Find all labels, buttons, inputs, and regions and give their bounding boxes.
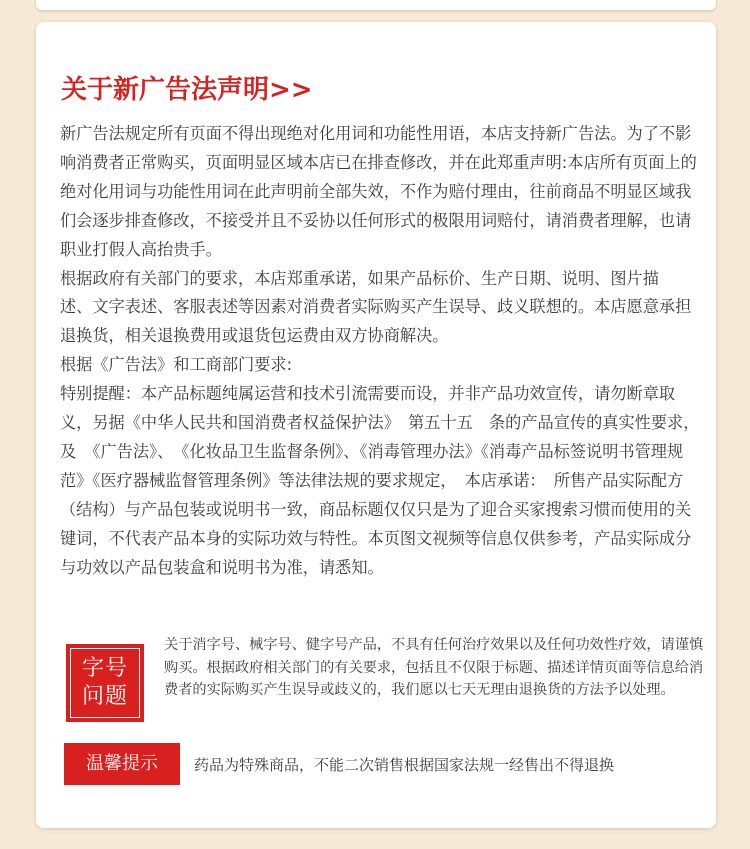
- page-title: 关于新广告法声明>>: [61, 75, 313, 105]
- zihao-badge: [66, 644, 144, 722]
- zihao-notice: 关于消字号、械字号、健字号产品，不具有任何治疗效果以及任何功效性疗效，请谨慎购买。根据政府相关部门的有关要求，包括且不仅限于标题、描述详情页面等信息给消费者的实际购买产生误导或歧义的，我们愿以七天无理由退换货的方法予以处理。: [164, 637, 704, 698]
- previous-section-card: [36, 0, 716, 10]
- statement-card: [36, 22, 716, 828]
- statement-body: [60, 120, 708, 583]
- paragraph-special-reminder: 特别提醒：本产品标题纯属运营和技术引流需要而设，并非产品功效宣传，请勿断章取义，另据《中华人民共和国消费者权益保护法》 第五十五 条的产品宣传的真实性要求， 及 《广告法》、 《化妆品卫生监督条例》、《消毒管理办法》《消毒产品标签说明书管理规范》《医疗器械监督管理条例》等法律法规的要求规定， 本店承诺： 所售产品实际配方（结构）与产品包装或说明书一致，商品标题仅仅只是为了迎合买家搜索习惯而使用的关键词，不代表产品本身的实际功效与特性。本页图文视频等信息仅供参考，产品实际成分与功效以产品包装盒和说明书为准，请悉知。: [60, 384, 708, 577]
- zihao-badge-label: 字号问题: [70, 648, 140, 718]
- paragraph-new-ad-law: 新广告法规定所有页面不得出现绝对化用词和功能性用语，本店支持新广告法。为了不影响消费者正常购买，页面明显区域本店已在排查修改，并在此郑重声明:本店所有页面上的绝对化用词与功能性用词在此声明前全部失效，不作为赔付理由，往前商品不明显区域我们会逐步排查修改，不接受并且不妥协以任何形式的极限用词赔付，请消费者理解，也请职业打假人高抬贵手。: [60, 124, 697, 259]
- paragraph-requirements-heading: 根据《广告法》和工商部门要求:: [60, 355, 293, 375]
- paragraph-commitment: 根据政府有关部门的要求，本店郑重承诺，如果产品标价、生产日期、说明、图片描 述、文字表述、客服表述等因素对消费者实际购买产生误导、歧义联想的。本店愿意承担退换货，相关退换费用或退货包运费由双方协商解决。: [60, 268, 692, 346]
- tip-badge: 温馨提示: [64, 743, 180, 785]
- tip-notice: 药品为特殊商品，不能二次销售根据国家法规一经售出不得退换: [194, 756, 615, 774]
